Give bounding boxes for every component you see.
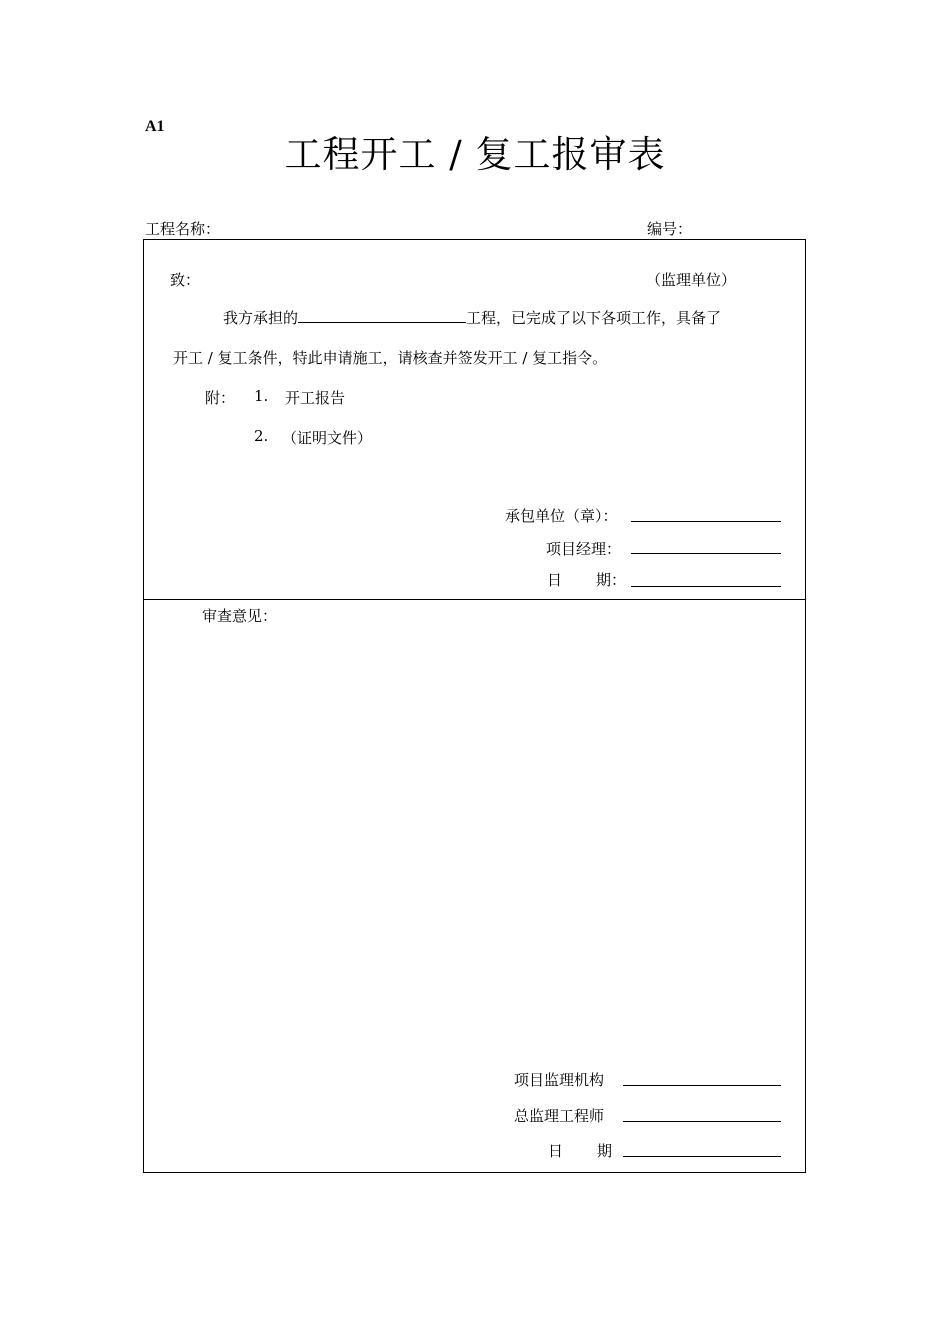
- contractor-signature-line[interactable]: [631, 521, 781, 522]
- form-code: A1: [145, 118, 165, 135]
- project-name-blank[interactable]: [298, 308, 466, 323]
- date-label-first: 日: [547, 571, 563, 589]
- application-body-line-2: 开工 / 复工条件，特此申请施工，请核查并签发开工 / 复工指令。: [173, 349, 608, 367]
- supervision-org-signature-line[interactable]: [623, 1085, 781, 1086]
- contractor-label: 承包单位（章）：: [505, 507, 618, 525]
- application-body-line-1: [223, 307, 721, 328]
- supervision-org-label: 项目监理机构: [514, 1071, 605, 1089]
- supervision-unit-label: （监理单位）: [646, 271, 737, 289]
- attachment-1-text: 开工报告: [285, 389, 346, 407]
- review-opinion-label: 审查意见：: [202, 607, 278, 625]
- review-date-label: [548, 1140, 612, 1161]
- review-date-label-second: 期: [597, 1142, 613, 1160]
- attachment-1-number: 1.: [254, 387, 269, 405]
- review-date-label-first: 日: [548, 1142, 564, 1160]
- attachment-2-text: （证明文件）: [282, 429, 373, 447]
- project-name-label: 工程名称：: [145, 220, 221, 238]
- to-label: 致：: [170, 271, 201, 289]
- application-date-label: [547, 569, 626, 590]
- form-table: [143, 239, 806, 1173]
- document-title: 工程开工 / 复工报审表: [284, 133, 666, 176]
- body-prefix: 我方承担的: [223, 309, 299, 327]
- date-label-second: 期：: [596, 571, 627, 589]
- attachment-2-number: 2.: [254, 427, 269, 445]
- review-date-line[interactable]: [623, 1156, 781, 1157]
- attachments-label: 附：: [205, 389, 236, 407]
- serial-number-label: 编号：: [647, 220, 693, 238]
- chief-engineer-signature-line[interactable]: [623, 1121, 781, 1122]
- project-manager-label: 项目经理：: [546, 540, 622, 558]
- body-suffix: 工程，已完成了以下各项工作，具备了: [466, 309, 722, 327]
- application-date-line[interactable]: [631, 586, 781, 587]
- chief-engineer-label: 总监理工程师: [514, 1107, 605, 1125]
- section-divider: [144, 599, 805, 600]
- project-manager-signature-line[interactable]: [631, 553, 781, 554]
